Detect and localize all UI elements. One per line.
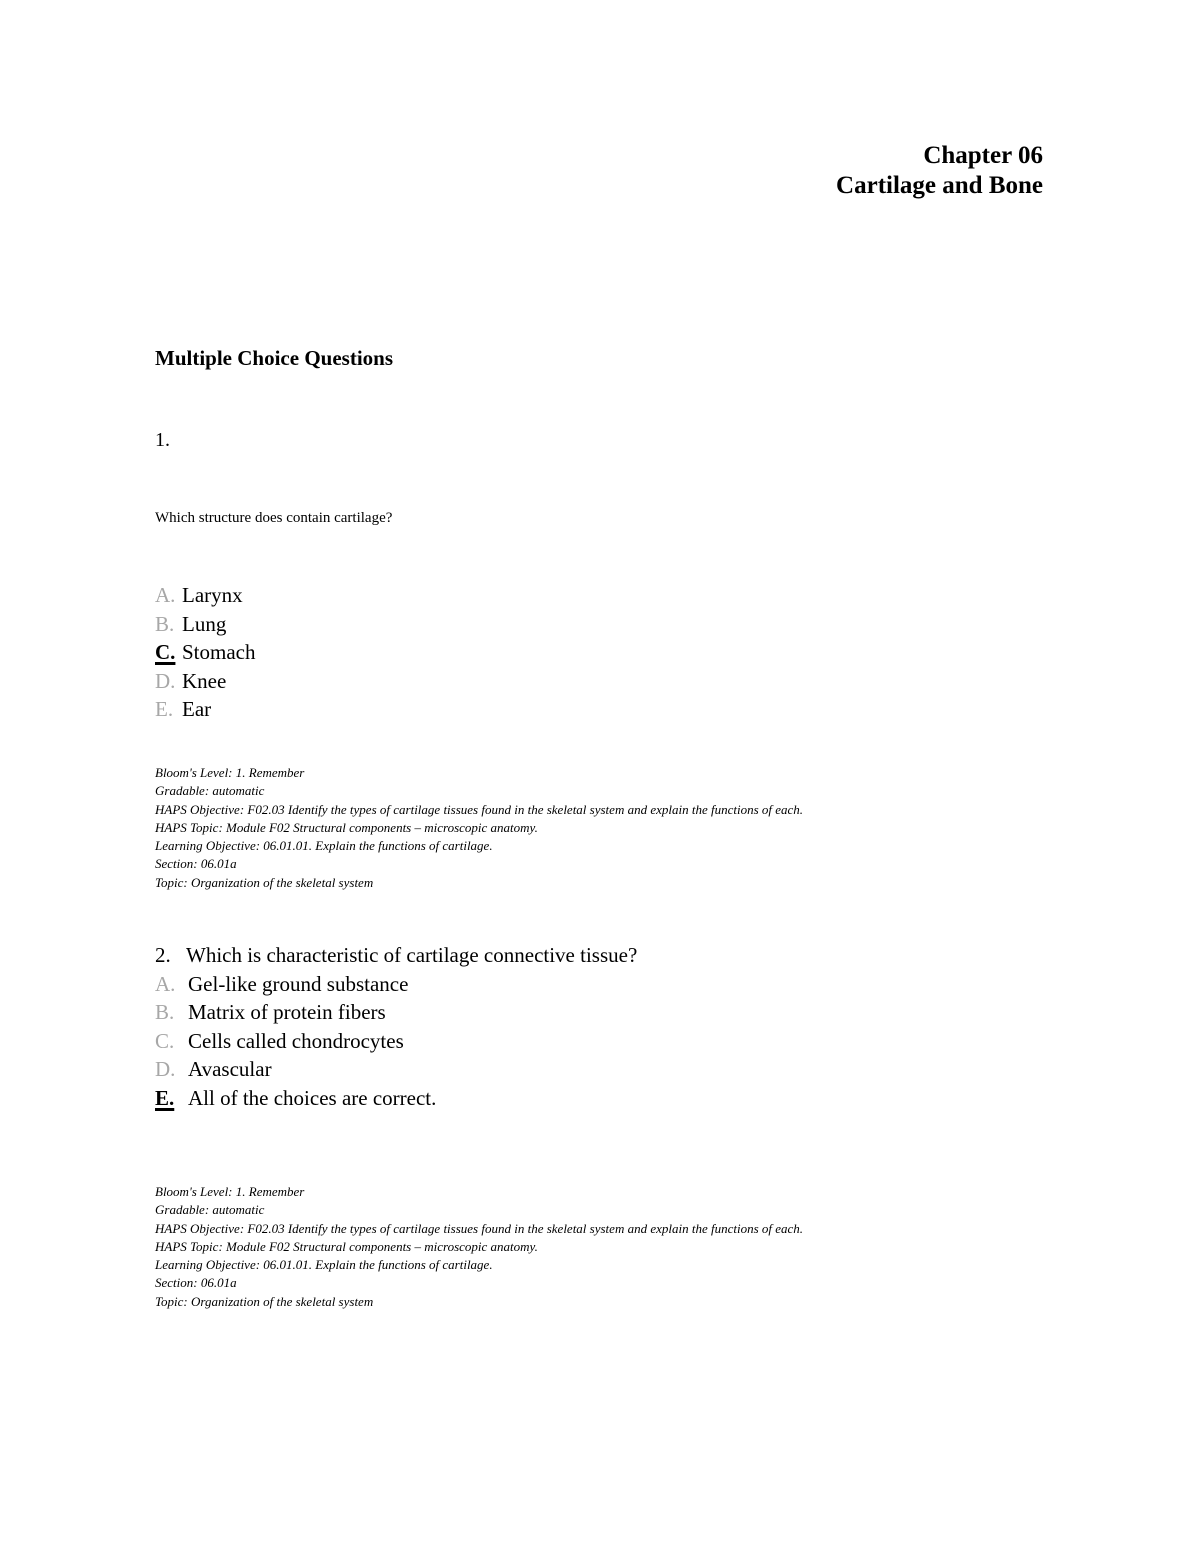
question-2-choice-a bbox=[155, 970, 436, 999]
choice-letter: D. bbox=[155, 668, 176, 693]
question-1-metadata bbox=[155, 764, 803, 892]
chapter-header bbox=[836, 141, 1043, 201]
choice-text: Cells called chondrocytes bbox=[188, 1028, 404, 1053]
question-1-choice-b bbox=[155, 610, 256, 639]
meta-section: Section: 06.01a bbox=[155, 856, 237, 872]
meta-topic: Topic: Organization of the skeletal system bbox=[155, 874, 374, 890]
question-2-number: 2. bbox=[155, 943, 171, 967]
question-1-choices bbox=[155, 581, 256, 724]
question-2-choice-b bbox=[155, 998, 436, 1027]
question-1-number: 1. bbox=[155, 429, 170, 451]
question-2-choice-d bbox=[155, 1055, 436, 1084]
meta-blooms-level: Bloom's Level: 1. Remember bbox=[155, 765, 305, 780]
meta-topic: Topic: Organization of the skeletal system bbox=[155, 1293, 374, 1309]
meta-haps-topic: HAPS Topic: Module F02 Structural components – microscopic anatomy. bbox=[155, 819, 538, 835]
choice-text: All of the choices are correct. bbox=[188, 1085, 437, 1110]
choice-text: Knee bbox=[182, 668, 227, 693]
choice-letter: A. bbox=[155, 583, 176, 607]
meta-haps-objective: HAPS Objective: F02.03 Identify the types of cartilage tissues found in the skeletal system and explain the functions of each. bbox=[155, 1220, 804, 1236]
question-1-choice-c bbox=[155, 638, 256, 667]
chapter-number: Chapter 06 bbox=[923, 142, 1043, 169]
choice-letter: B. bbox=[155, 611, 175, 636]
choice-letter: D. bbox=[155, 1057, 176, 1081]
choice-text: Larynx bbox=[182, 583, 243, 607]
choice-text: Avascular bbox=[188, 1057, 272, 1081]
meta-haps-topic: HAPS Topic: Module F02 Structural components – microscopic anatomy. bbox=[155, 1238, 538, 1254]
choice-letter: A. bbox=[155, 971, 176, 996]
choice-text: Lung bbox=[182, 611, 227, 636]
meta-gradable: Gradable: automatic bbox=[155, 1202, 265, 1218]
question-2-choices bbox=[155, 970, 436, 1113]
meta-gradable: Gradable: automatic bbox=[155, 783, 265, 799]
chapter-title: Cartilage and Bone bbox=[836, 172, 1043, 199]
choice-letter: E. bbox=[155, 697, 174, 721]
question-1-stem: Which structure does contain cartilage? bbox=[155, 510, 393, 526]
choice-letter: C. bbox=[155, 1028, 175, 1053]
correct-choice-letter: E. bbox=[155, 1085, 175, 1110]
meta-section: Section: 06.01a bbox=[155, 1275, 237, 1291]
question-2-choice-e bbox=[155, 1084, 436, 1113]
meta-learning-objective: Learning Objective: 06.01.01. Explain the functions of cartilage. bbox=[155, 838, 493, 854]
question-2-choice-c bbox=[155, 1027, 436, 1056]
question-2-metadata bbox=[155, 1183, 803, 1311]
meta-blooms-level: Bloom's Level: 1. Remember bbox=[155, 1184, 305, 1199]
choice-text: Gel-like ground substance bbox=[188, 971, 409, 996]
meta-haps-objective: HAPS Objective: F02.03 Identify the types of cartilage tissues found in the skeletal system and explain the functions of each. bbox=[155, 801, 804, 817]
choice-text: Matrix of protein fibers bbox=[188, 1000, 386, 1024]
question-1-choice-d bbox=[155, 667, 256, 696]
question-1-choice-a bbox=[155, 581, 256, 610]
choice-text: Ear bbox=[182, 697, 212, 721]
section-title: Multiple Choice Questions bbox=[155, 346, 394, 370]
meta-learning-objective: Learning Objective: 06.01.01. Explain the functions of cartilage. bbox=[155, 1257, 493, 1273]
question-2-stem: Which is characteristic of cartilage connective tissue? bbox=[186, 943, 638, 967]
choice-letter: B. bbox=[155, 1000, 175, 1024]
choice-text: Stomach bbox=[182, 640, 256, 664]
question-1-choice-e bbox=[155, 695, 256, 724]
question-2-header bbox=[155, 941, 637, 970]
correct-choice-letter: C. bbox=[155, 640, 176, 664]
